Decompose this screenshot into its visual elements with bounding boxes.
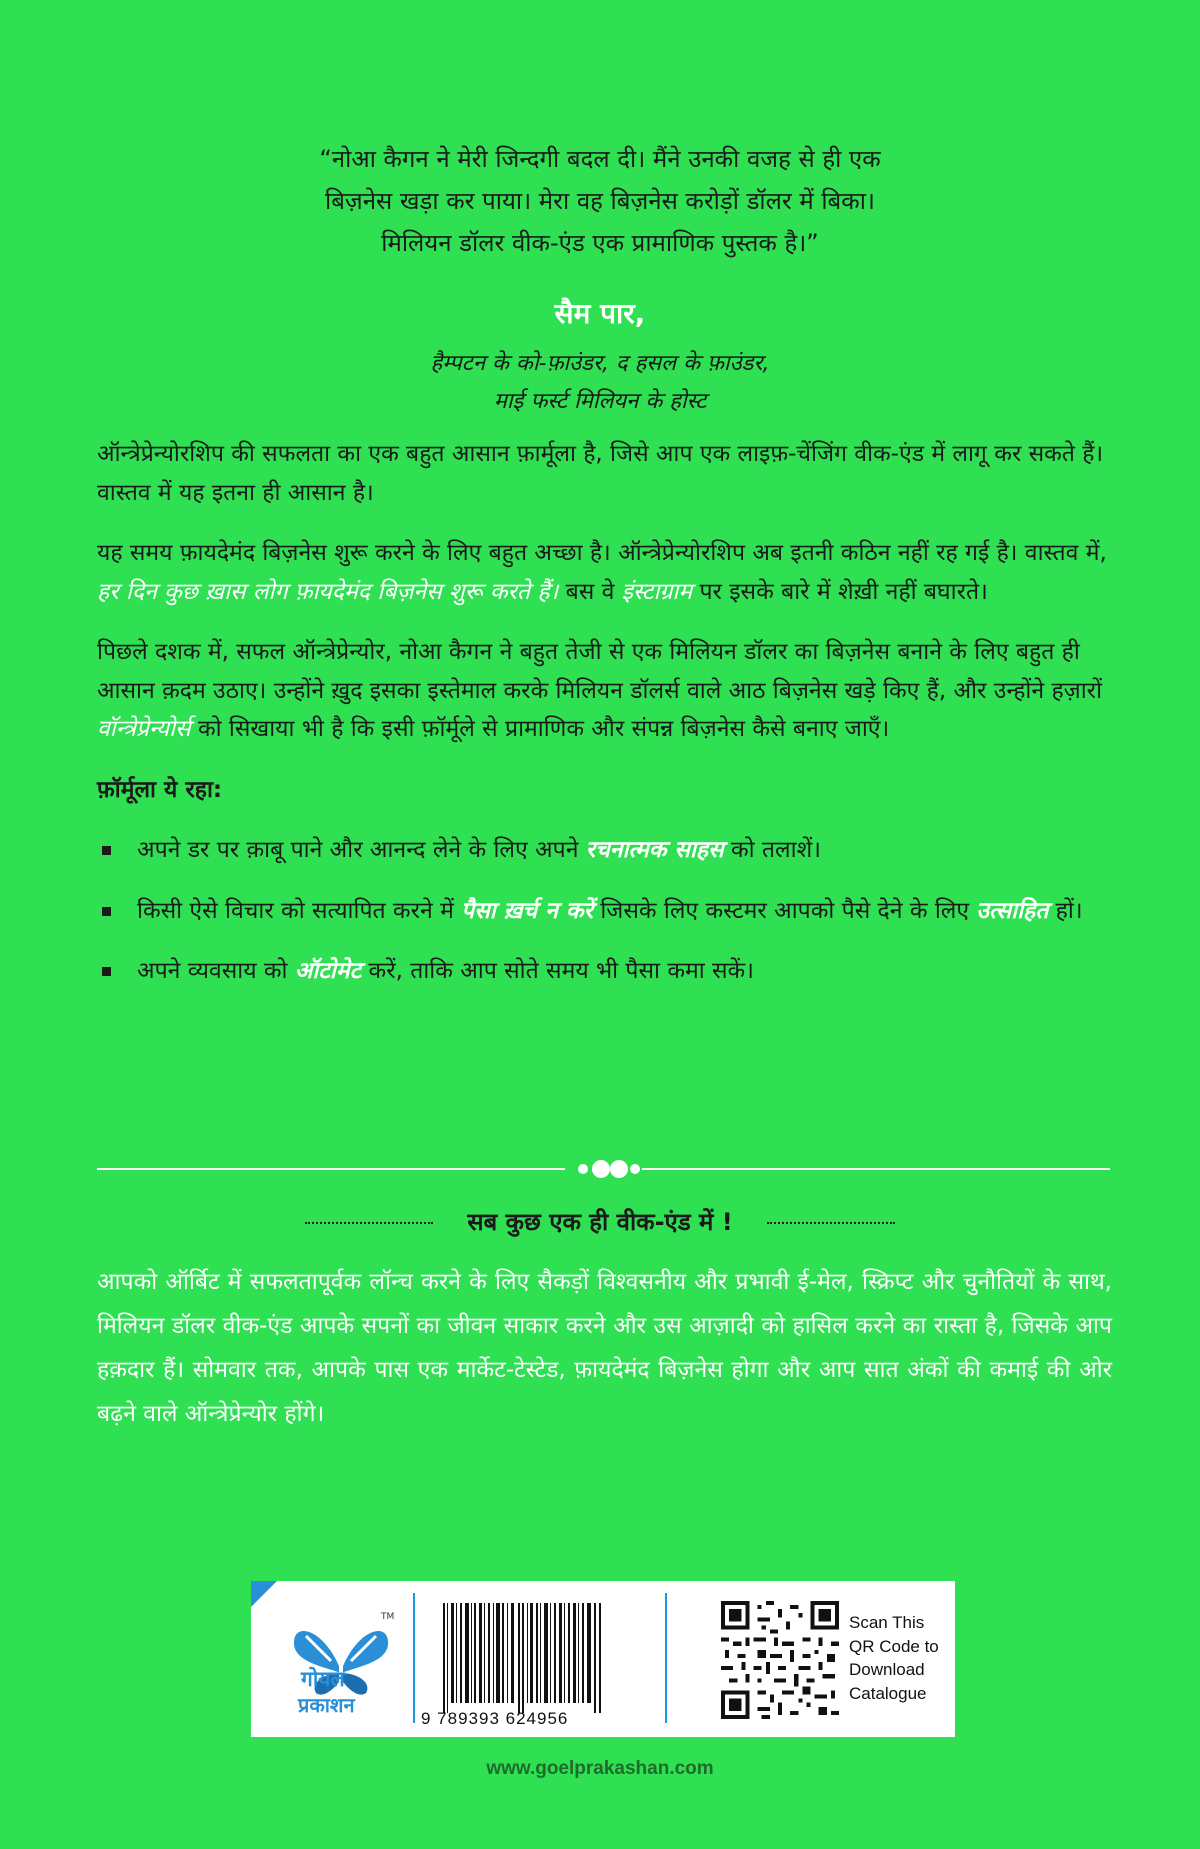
endorser-role-line: माई फर्स्ट मिलियन के होस्ट	[493, 389, 707, 414]
qr-code-icon	[721, 1601, 839, 1719]
list-item: किसी ऐसे विचार को सत्यापित करने में पैसा ख़र्च न करें जिसके लिए कस्टमर आपको पैसे देने के लिए उत्साहित हों।	[97, 892, 1107, 931]
formula-heading: फ़ॉर्मूला ये रहा:	[97, 776, 223, 803]
paragraph: पिछले दशक में, सफल ऑन्त्रेप्रेन्योर, नोआ कैगन ने बहुत तेजी से एक मिलियन डॉलर का बिज़नेस बनाने के लिए बहुत ही आसान क़दम उठाए। उन्होंने ख़ुद इसका इस्तेमाल करके मिलियन डॉलर्स वाले आठ बिज़नेस खड़े किए हैं, और उन्होंने हज़ारों वॉन्त्रेप्रेन्योर्स को सिखाया भी है कि इसी फ़ॉर्मूले से प्रामाणिक और संपन्न बिज़नेस कैसे बनाए जाएँ।	[97, 639, 1103, 742]
closing-paragraph: आपको ऑर्बिट में सफलतापूर्वक लॉन्च करने के लिए सैकड़ों विश्वसनीय और प्रभावी ई-मेल, स्क्रिप्ट और चुनौतियों के साथ, मिलियन डॉलर वीक-एंड आपके सपनों का जीवन साकार करने और उस आज़ादी को हासिल करने का रास्ता है, जिसके आप हक़दार हैं। सोमवार तक, आपके पास एक मार्केट-टेस्टेड, फ़ायदेमंद बिज़नेस होगा और आप सात अंकों की कमाई की ओर बढ़ने वाले ऑन्त्रेप्रेन्योर होंगे।	[97, 1269, 1112, 1427]
qr-caption: Scan This QR Code to Download Catalogue	[849, 1613, 939, 1703]
endorsement-quote	[150, 138, 1050, 264]
barcode-icon	[441, 1603, 603, 1713]
endorser-role	[0, 345, 1200, 421]
bullet-square-icon	[102, 846, 111, 855]
blurb-body	[97, 435, 1107, 1013]
endorser-role-line: हैम्पटन के को-फ़ाउंडर, द हसल के फ़ाउंडर,	[430, 351, 770, 376]
ornamental-divider	[97, 1159, 1110, 1181]
section-subheading: सब कुछ एक ही वीक-एंड में !	[0, 1205, 1200, 1238]
publisher-panel	[251, 1581, 955, 1737]
publisher-logo-text: प्रकाशन	[298, 1693, 355, 1717]
quote-line: बिज़नेस खड़ा कर पाया। मेरा वह बिज़नेस करोड़ों डॉलर में बिका।	[325, 187, 875, 215]
publisher-logo-text: गोयल	[301, 1667, 345, 1691]
publisher-website: www.goelprakashan.com	[486, 1758, 714, 1779]
list-item: अपने डर पर क़ाबू पाने और आनन्द लेने के लिए अपने रचनात्मक साहस को तलाशें।	[97, 831, 1107, 870]
paragraph: यह समय फ़ायदेमंद बिज़नेस शुरू करने के लिए बहुत अच्छा है। ऑन्त्रेप्रेन्योरशिप अब इतनी कठिन नहीं रह गई है। वास्तव में, हर दिन कुछ ख़ास लोग फ़ायदेमंद बिज़नेस शुरू करते हैं। बस वे इंस्टाग्राम पर इसके बारे में शेख़ी नहीं बघारते।	[97, 540, 1107, 605]
isbn-number: 9 789393 624956	[421, 1709, 569, 1728]
list-item: अपने व्यवसाय को ऑटोमेट करें, ताकि आप सोते समय भी पैसा कमा सकें।	[97, 952, 1107, 991]
bullet-square-icon	[102, 907, 111, 916]
bullet-square-icon	[102, 967, 111, 976]
formula-list	[97, 831, 1107, 991]
quote-line: “नोआ कैगन ने मेरी जिन्दगी बदल दी। मैंने उनकी वजह से ही एक	[319, 145, 881, 173]
paragraph: ऑन्त्रेप्रेन्योरशिप की सफलता का एक बहुत आसान फ़ार्मूला है, जिसे आप एक लाइफ़-चेंजिंग वीक-एंड में लागू कर सकते हैं। वास्तव में यह इतना ही आसान है।	[97, 441, 1104, 506]
endorser-name: सैम पार,	[554, 297, 646, 330]
trademark-label: TM	[381, 1612, 395, 1622]
quote-line: मिलियन डॉलर वीक-एंड एक प्रामाणिक पुस्तक है।”	[381, 229, 819, 257]
